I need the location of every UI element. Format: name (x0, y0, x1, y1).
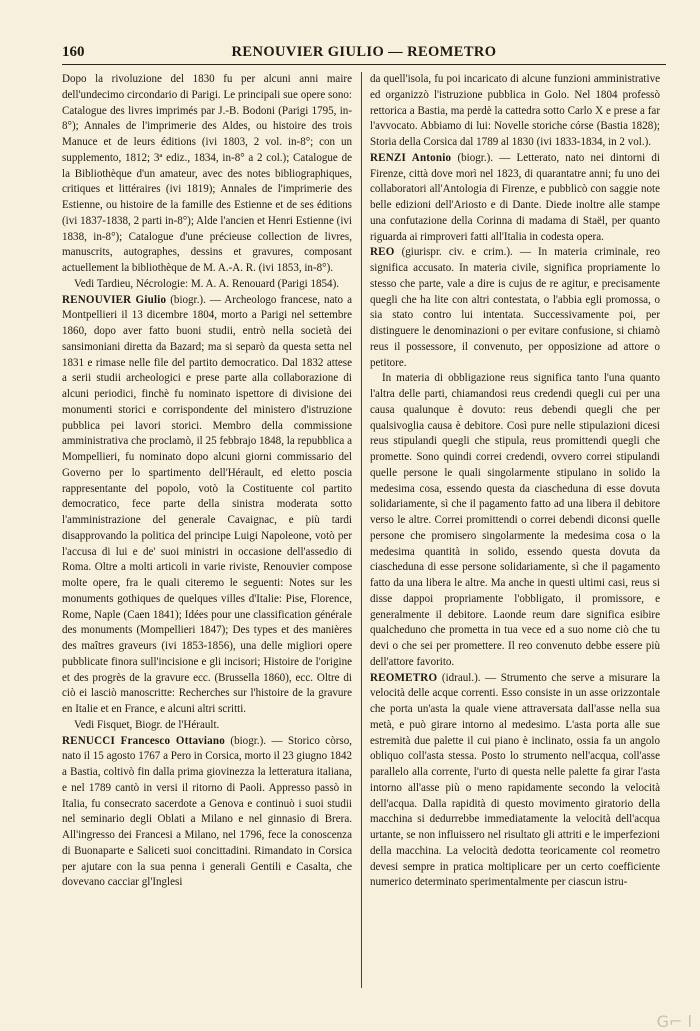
entry-renouvier (62, 293, 352, 718)
entry-body: (giurispr. civ. e crim.). — In materia criminale, reo significa accusato. In materia civile, significa propriamente lo stesso che parte, vale a dire is cujus de re agitur, e precisamente quegli che ha lite con altri contestata, o l'abbia egli promossa, o sia stato contro lui intentata. Successivamente poi, per distinguere le denominazioni o per evitare confusione, si chiamò reus il possessore, il convenuto, per opposizione ad attore o petitore. (370, 246, 660, 369)
entry-body: (idraul.). — Strumento che serve a misurare la velocità delle acque correnti. Esso consiste in un asse orizzontale che porta un'asta la quale viene attraversata dall'asse nella sua metà, e può girare intorno al medesimo. L'asta porta alle sue estremità due palette il cui piano è inclinato, ossia fa un angolo obliquo coll'asta stessa. Posto lo strumento nell'acqua, coll'asse parallelo alla corrente, l'urto di questa nelle palette fa girar l'asta intorno all'asse più o meno rapidamente secondo la velocità dell'acqua. Dalla rapidità di questo movimento giratorio della macchina si dedurrebbe immediatamente la velocità dell'acqua urtante, se non influissero nel risultato gli attriti e le imperfezioni della macchina. La velocità dedotta teoricamente col reometro devesi sempre in pratica moltiplicare per un certo coefficiente numerico determinato sperimentalmente per ciascun istru- (370, 671, 660, 889)
entry-headword: REO (370, 246, 395, 259)
page-header (62, 42, 666, 65)
paragraph: Vedi Tardieu, Nécrologie: M. A. A. Renouard (Parigi 1854). (74, 277, 340, 290)
entry-headword: RENUCCI Francesco Ottaviano (62, 734, 225, 747)
entry-reference: Vedi Fisquet, Biogr. de l'Hérault. (74, 718, 220, 731)
page-number: 160 (62, 44, 85, 60)
paragraph: da quell'isola, fu poi incaricato di alcune funzioni amministrative ed organizzò l'istruzione pubblica in Golo. Nel 1804 professò rettorica a Bastia, ma perdè la cattedra sotto Carlo X e prese a far l'avvocato. Abbiamo di lui: Novelle storiche córse (Bastia 1828); Storia della Corsica dal 1789 al 1830 (ivi 1833-1834, in 2 vol.). (370, 73, 660, 148)
text-columns (62, 72, 666, 996)
scan-watermark: G⌐ l (656, 1012, 692, 1031)
entry-headword: REOMETRO (370, 671, 438, 684)
entry-body: (biogr.). — Letterato, nato nei dintorni di Firenze, città dove morì nel 1823, di quarantatre anni; fu uno dei collaboratori all'Antologia di Firenze, e pubblicò con saggie note belle edizioni dell'Ariosto e di Dante. Diede inoltre alle stampe una confutazione della Corinna di madama di Staël, per quanto riguarda ai rimproveri fatti all'Italia in codesta opera. (370, 151, 660, 243)
entry-renzi (370, 151, 660, 246)
right-column (370, 72, 660, 996)
entry-body: (biogr.). — Archeologo francese, nato a Montpellieri il 13 dicembre 1804, morto a Parigi nel settembre 1860, dopo aver fatto buoni studii, entrò nella società dei sansimoniani diretta da Bazard; ma si separò da questa setta nel 1831 e rimase nelle file del partito democratico. Dal 1832 attese a serii studii archeologici e prese parte alla collaborazione di alcuni periodici, finchè fu nominato ispettore di divisione dei monumenti storici e corrispondente del ministero d'istruzione pubblica pei lavori storici. Membro della commissione amministrativa che proclamò, il 25 febbrajo 1848, la repubblica a Mompellieri, fu nominato dopo alcuni giorni commissario del Governo per lo spartimento dell'Hérault, ed eletto poscia rappresentante del popolo, votò la Costituente col partito democratico, fece parte della sinistra moderata sotto l'amministrazione del generale Cavaignac, e più tardi disapprovando la politica del principe Luigi Napoleone, votò per l'accusa di lui e de' suoi ministri in occasione dell'assedio di Roma. Oltre a molti articoli in varie riviste, Renouvier compose molte opere, fra le quali citeremo le seguenti: Notes sur les monuments gothiques de quelques villes d'Italie: Pise, Florence, Rome, Naple (Caen 1841); Idées pour une classification générale des monuments (Mompellieri 1847); Des types et des manières des maîtres graveurs (ivi 1853-1856), una delle migliori opere pubblicate finora sull'incisione e gli incisori; Histoire de l'origine et des progrès de la gravure ecc. (Brussella 1860), ecc. Oltre di ciò ei lasciò manoscritte: Recherches sur l'histoire de la gravure en Italie et en France, e alcuni altri scritti. (62, 293, 352, 715)
entry-renucci (62, 734, 352, 892)
entry-body: (biogr.). — Storico còrso, nato il 15 agosto 1767 a Pero in Corsica, morto il 23 giugno 1842 a Bastia, coltivò fin dalla prima giovinezza la letteratura italiana, e nel 1789 cantò in versi il ritorno di Paoli. Appresso passò in Italia, fu consecrato sacerdote a Genova e continuò i suoi studii nel seminario degli Oblati a Milano e nel ginnasio di Brera. All'ingresso dei Francesi a Milano, nel 1796, fece la conoscenza di Buonaparte e Saliceti suoi concittadini. Rimandato in Corsica per ajutare con la sua penna i generali Gentili e Casalta, che dovevano cacciar gl'Inglesi (62, 734, 352, 889)
entry-headword: RENOUVIER Giulio (62, 293, 167, 306)
entry-reometro (370, 671, 660, 892)
entry-headword: RENZI Antonio (370, 151, 452, 164)
left-column (62, 72, 352, 996)
running-title: RENOUVIER GIULIO — REOMETRO (231, 44, 497, 60)
paragraph: In materia di obbligazione reus significa tanto l'una quanto l'altra delle parti, chiamandosi reus credendi quegli cui per una causa qualunque è dovuto: reus debendi quegli che per qualsivoglia causa è debitore. Così pure nelle stipulazioni dicesi reus stipulandi quegli che stipula, reus promittendi quegli che promette. Sono quindi correi credendi, ovvero correi stipulandi quelle persone le quali singolarmente stipulano in solido la medesima cosa, essendo questa da ciascheduna di esse dovuta solidariamente, sì che il pagamento fatto ad una libera il debitore verso le altre. Correi promittendi o correi debendi diconsi quelle persone che promisero singolarmente la medesima cosa o la medesima quantità in solido, essendo questa dovuta da ciascheduna di esse persone solidariamente, sì che il pagamento fatto da una libera le altre. Ma anche in questi ultimi casi, reus si disse dappoi propriamente l'obbligato, il promissore, e generalmente il debitore. Laonde reum dare significa esibire qualcheduno che prometta in tua vece ed a suo nome ciò che tu devi o che sei per promettere. Il reo convenuto debbe essere più dell'attore favorito. (370, 372, 660, 668)
entry-reo (370, 245, 660, 371)
column-divider (361, 72, 362, 988)
paragraph: Dopo la rivoluzione del 1830 fu per alcuni anni maire dell'undecimo circondario di Parigi. Le principali sue opere sono: Catalogue des livres imprimés par J.-B. Bodoni (Parigi 1795, in-8°); Annales de l'imprimerie des Aldes, ou histoire des trois Manuce et de leurs éditions (ivi 1803, 2 vol. in-8°; con un supplemento, 1812; 3ª ediz., 1834, in-8° a 2 col.); Catalogue de la Bibliothèque d'un amateur, avec des notes bibliographiques, critiques et littéraires (ivi 1819); Annales de l'imprimerie des Estienne, ou histoire de la famille des Estienne et de ses éditions (ivi 1837-1838, 2 parti in-8°); Alde l'ancien et Henri Estienne (ivi 1838, in-8°); Catalogue d'une précieuse collection de livres, manuscrits, autographes, dessins et gravures, composant actuellement la bibliothèque de M. A.-A. R. (ivi 1853, in-8°). (62, 73, 352, 274)
